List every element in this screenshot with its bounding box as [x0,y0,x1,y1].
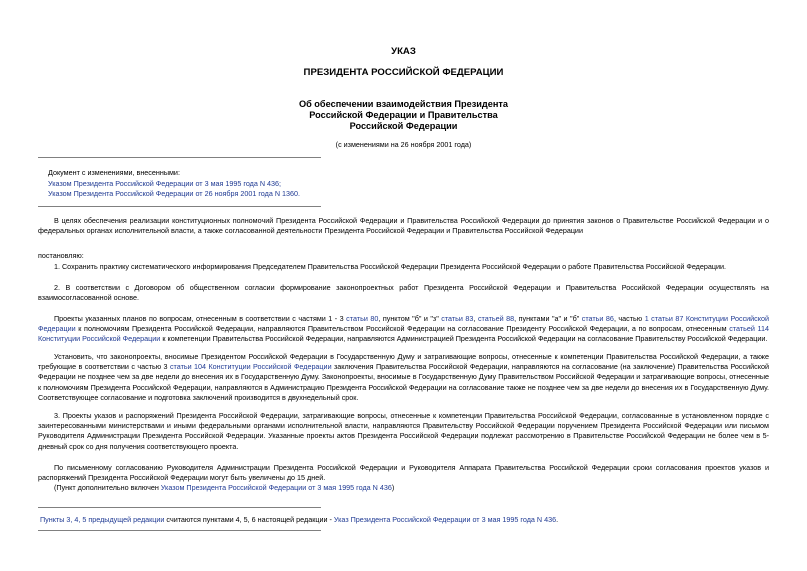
amendment-link-2001[interactable]: Указом Президента Российской Федерации от 26 ноября 2001 года N 1360. [48,189,300,198]
preamble-paragraph: В целях обеспечения реализации конституционных полномочий Президента Российской Федерации и Правительства Российской Федерации до принятия законов о Правительстве Российской Федерации и о федеральных органах исполнительной власти, а также согласованной деятельности Президента Российской Федерации и Правительства Российской Федерации [38,216,769,236]
link-article-88[interactable]: статьей 88 [477,314,515,323]
amendments-box [48,168,548,200]
extension-text: По письменному согласованию Руководителя Администрации Президента Российской Федерации и Руководителя Аппарата Правительства Российской Федерации сроки согласования проектов указов и распоряжений Президента Российской Федерации могут быть увеличены до 15 дней. [38,463,769,483]
divider-top [38,157,321,158]
text: считаются пунктами 4, 5, 6 настоящей редакции - [164,515,334,524]
title-line-2: Российской Федерации и Правительства [309,110,498,120]
text: (Пункт дополнительно включен [54,483,161,493]
amendment-link-1995[interactable]: Указом Президента Российской Федерации от 3 мая 1995 года N 436; [48,178,282,188]
link-article-87[interactable]: 1 статьи 87 Конституции Российской Федерации [38,314,770,334]
clause-3: 3. Проекты указов и распоряжений Президента Российской Федерации, затрагивающие вопросы, отнесенные к компетенции Правительства Российской Федерации, согласованные в установленном порядке с заинтересованными министерствами и иными федеральными органами исполнительной власти, направляются Правительству Российской Федерации поручением Президента Российской Федерации или письмом Руководителя Администрации Президента Российской Федерации. Указанные проекты актов Президента Российской Федерации подлежат рассмотрению в Правительстве Российской Федерации не более чем в 5-дневный срок со дня получения соответствующего проекта. [38,411,769,451]
link-article-104[interactable]: статьи 104 Конституции Российской Федерации [169,362,332,372]
text: заключения Правительства Российской Федерации, направляются на согласование (на заключение) Правительства Российской Федерации не позднее чем за две недели до внесения их в Государственную Думу. Законопроекты, вносимые в Государственную Думу Правительством Российской Федерации и затрагивающие вопросы, отнесенные к полномочиям Президента Российской Федерации, направляются в Администрацию Президента Российской Федерации на согласование также не позднее чем за две недели до внесения их в Государственную Думу. Соответствующее согласование и подготовка заключений производится в двухнедельный срок. [38,362,769,402]
text: , пунктами "а" и "б" [514,314,582,323]
text: , пунктом "б" и "з" [378,314,442,323]
resolution-label: постановляю: [38,251,84,260]
clause-3-extension [38,463,769,494]
link-previous-edition[interactable]: Пункты 3, 4, 5 предыдущей редакции [40,515,165,524]
link-decree-436-footer[interactable]: Указ Президента Российской Федерации от 3 мая 1995 года N 436 [333,515,557,524]
text: Проекты указанных планов по вопросам, отнесенным в соответствии с частями 1 - 3 [54,314,347,323]
link-article-114[interactable]: статьей 114 Конституции Российской Федерации [38,324,769,344]
link-article-83[interactable]: статьи 83 [441,314,474,323]
text: , [473,314,478,323]
president-heading: ПРЕЗИДЕНТА РОССИЙСКОЙ ФЕДЕРАЦИИ [303,67,504,78]
text: , частью [613,314,645,323]
title-line-1: Об обеспечении взаимодействия Президента [298,99,509,109]
text: . [556,515,559,524]
link-article-80[interactable]: статьи 80 [346,314,379,323]
clause-2: 2. В соответствии с Договором об общественном согласии формирование законопроектных работ Президента Российской Федерации и Правительства Российской Федерации осуществлять на взаимосогласованной основе. [38,283,769,303]
document-title [0,99,807,132]
link-decree-436[interactable]: Указом Президента Российской Федерации от 3 мая 1995 года N 436 [160,483,392,493]
footer-note [38,515,771,525]
title-line-3: Российской Федерации [349,121,458,131]
text: к полномочиям Президента Российской Федерации, направляются Правительством Российской Федерации на согласование Президенту Российской Федерации, а по вопросам, отнесенным [75,324,730,334]
extension-note [38,483,769,493]
amendments-note: (с изменениями на 26 ноября 2001 года) [335,140,472,149]
text: к компетенции Правительства Российской Федерации, направляются Администрацией Президента Российской Федерации на согласование Правительству Российской Федерации. [160,334,768,344]
divider-footer-top [38,507,321,508]
link-article-86[interactable]: статьи 86 [581,314,614,323]
divider-notebox [38,206,321,207]
divider-footer-bottom [38,530,321,531]
text: ) [391,483,395,493]
text: Установить, что законопроекты, вносимые Президентом Российской Федерации в Государственную Думу и затрагивающие вопросы, отнесенные к компетенции Правительства Российской Федерации, а также требующие в соответствии с частью 3 [38,352,769,372]
clause-2-bills [38,352,769,403]
decree-heading: УКАЗ [391,46,416,57]
clause-2-plans [38,314,769,345]
amendments-label: Документ с изменениями, внесенными: [48,168,180,177]
clause-1: 1. Сохранить практику систематического информирования Председателем Правительства Российской Федерации Президента Российской Федерации о работе Правительства Российской Федерации. [54,262,726,271]
